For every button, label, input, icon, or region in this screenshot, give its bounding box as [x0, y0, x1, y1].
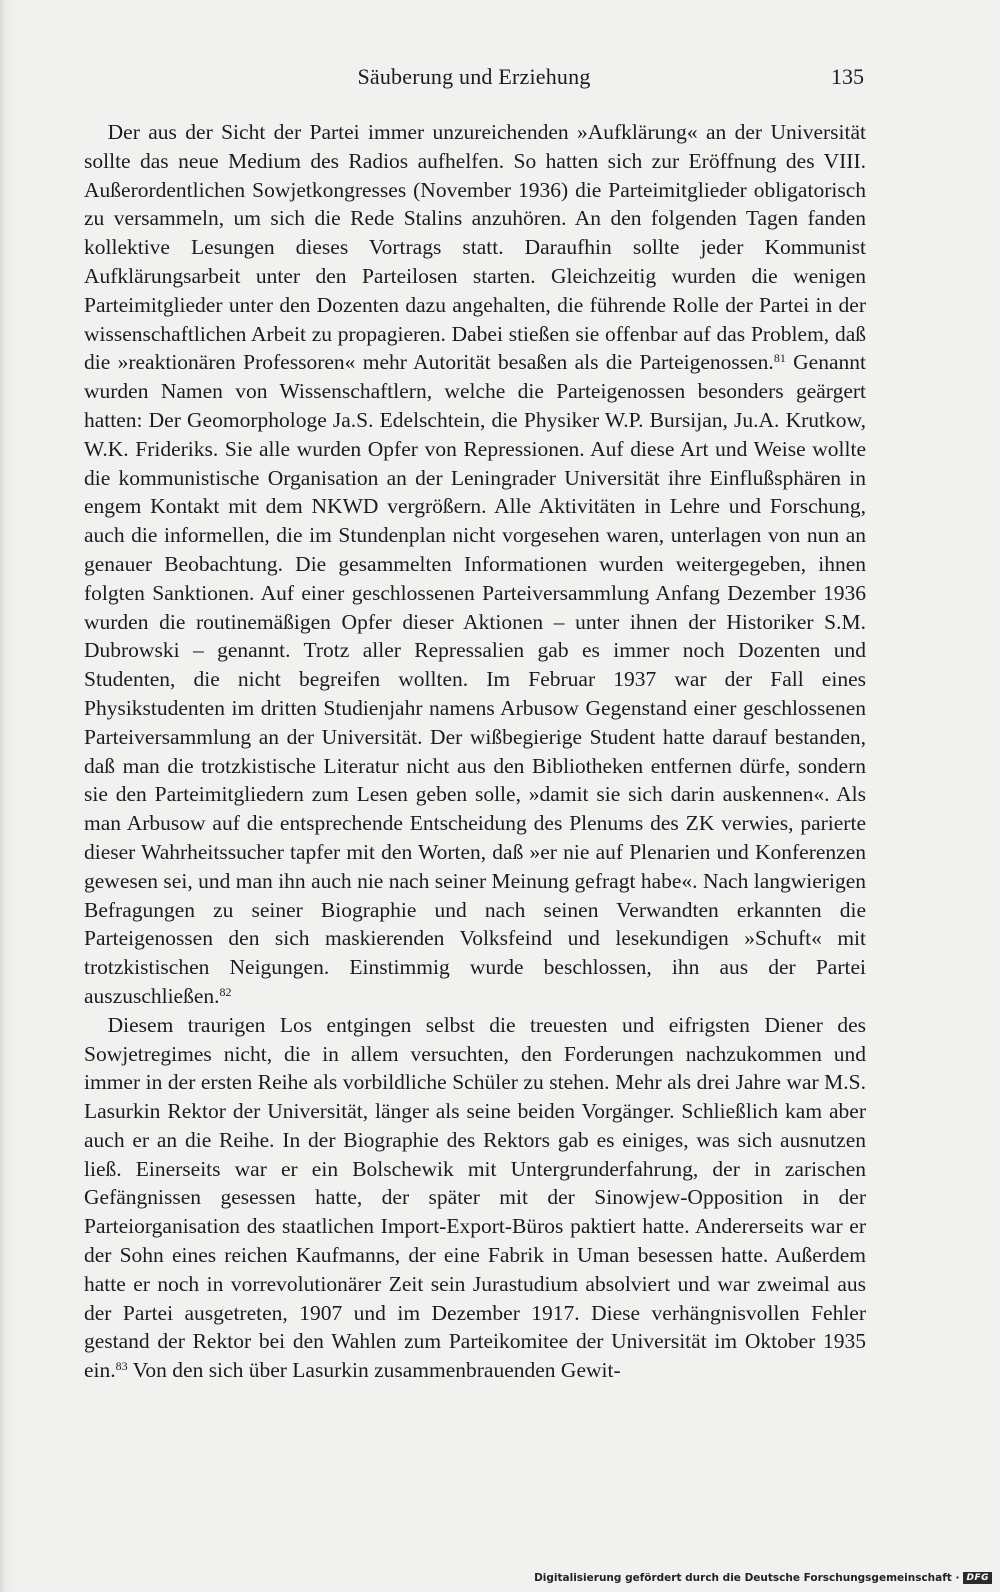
paragraph-1-text-b: Genannt wurden Namen von Wissenschaftlern, welche die Parteigenossen besonders geärgert hatten: Der Geomorphologe Ja.S. Edelschtein, die Physiker W.P. Bursijan, Ju.A. Krutkow, W.K. Frideriks. Sie alle wurden Opfer von Repressionen. Auf diese Art und Weise wollte die kommunistische Organisation an der Leningrader Universität ihre Einflußsphären in engem Kontakt mit dem NKWD vergrößern. Alle Aktivitäten in Lehre und Forschung, auch die informellen, die im Stundenplan nicht vorgesehen waren, unterlagen von nun an genauer Beobachtung. Die gesammelten Informationen wurden weitergegeben, ihnen folgten Sanktionen. Auf einer geschlossenen Parteiversammlung Anfang Dezember 1936 wurden die routinemäßigen Opfer dieser Aktionen – unter ihnen der Historiker S.M. Dubrowski – genannt. Trotz aller Repressalien gab es immer noch Dozenten und Studenten, die nicht begreifen wollten. Im Februar 1937 war der Fall eines Physikstudenten im dritten Studienjahr namens Arbusow Gegenstand einer geschlossenen Parteiversammlung an der Universität. Der wißbegierige Student hatte darauf bestanden, daß man die trotzkistische Literatur nicht aus den Bibliotheken entfernen dürfe, sondern sie den Parteimitgliedern zum Lesen geben solle, »damit sie sich darin auskennen«. Als man Arbusow auf die entsprechende Entscheidung des Plenums des ZK verwies, parierte dieser Wahrheitssucher tapfer mit den Worten, daß »er nie auf Plenarien und Konferenzen gewesen sei, und man ihn auch nie nach seiner Meinung gefragt habe«. Nach langwierigen Befragungen zu seiner Biographie und nach seinen Verwandten erkannten die Parteigenossen den sich maskierenden Volksfeind und lesekundigen »Schuft« mit trotzkistischen Neigungen. Einstimmig wurde beschlossen, ihn aus der Partei auszuschließen.: [84, 350, 866, 1008]
body-text: [84, 118, 866, 1385]
paragraph-2: [84, 1011, 866, 1385]
footnote-ref-82[interactable]: 82: [219, 984, 232, 999]
paragraph-2-text-a: Diesem traurigen Los entgingen selbst die treuesten und eifrigsten Diener des Sowjetregimes nicht, die in allem versuchten, den Forderungen nachzukommen und immer in der ersten Reihe als vorbildliche Schüler zu stehen. Mehr als drei Jahre war M.S. Lasurkin Rektor der Universität, länger als seine beiden Vorgänger. Schließlich kam aber auch er an die Reihe. In der Biographie des Rektors gab es einiges, was sich ausnutzen ließ. Einerseits war er ein Bolschewik mit Untergrunderfahrung, der in zarischen Gefängnissen gesessen hatte, der später mit der Sinowjew-Opposition in der Parteiorganisation des staatlichen Import-Export-Büros paktiert hatte. Andererseits war er der Sohn eines reichen Kaufmanns, der eine Fabrik in Uman besessen hatte. Außerdem hatte er noch in vorrevolutionärer Zeit sein Jurastudium absolviert und war zweimal aus der Partei ausgetreten, 1907 und im Dezember 1917. Diese verhängnisvollen Fehler gestand der Rektor bei den Wahlen zum Parteikomitee der Universität im Oktober 1935 ein.: [84, 1012, 866, 1383]
digitization-footer: [534, 1570, 992, 1586]
running-title: Säuberung und Erziehung: [357, 64, 591, 89]
paragraph-2-text-b: Von den sich über Lasurkin zusammenbrauenden Gewit-: [127, 1358, 621, 1383]
page-number: 135: [831, 64, 864, 89]
paragraph-1-text-a: Der aus der Sicht der Partei immer unzureichenden »Aufklärung« an der Universität sollte das neue Medium des Radios aufhelfen. So hatten sich zur Eröffnung des VIII. Außerordentlichen Sowjetkongresses (November 1936) die Parteimitglieder obligatorisch zu versammeln, um sich die Rede Stalins anzuhören. An den folgenden Tagen fanden kollektive Lesungen dieses Vortrags statt. Daraufhin sollte jeder Kommunist Aufklärungsarbeit unter den Parteilosen starten. Gleichzeitig wurden die wenigen Parteimitglieder unter den Dozenten dazu angehalten, die führende Rolle der Partei in der wissenschaftlichen Arbeit zu propagieren. Dabei stießen sie offenbar auf das Problem, daß die »reaktionären Professoren« mehr Autorität besaßen als die Parteigenossen.: [84, 120, 866, 375]
footnote-ref-81[interactable]: 81: [773, 351, 786, 366]
footnote-ref-83[interactable]: 83: [115, 1359, 128, 1374]
footer-credit: Digitalisierung gefördert durch die Deutsche Forschungsgemeinschaft ·: [534, 1572, 960, 1584]
paragraph-1: [84, 118, 866, 1011]
dfg-logo: DFG: [963, 1572, 992, 1584]
running-header: [84, 64, 864, 94]
